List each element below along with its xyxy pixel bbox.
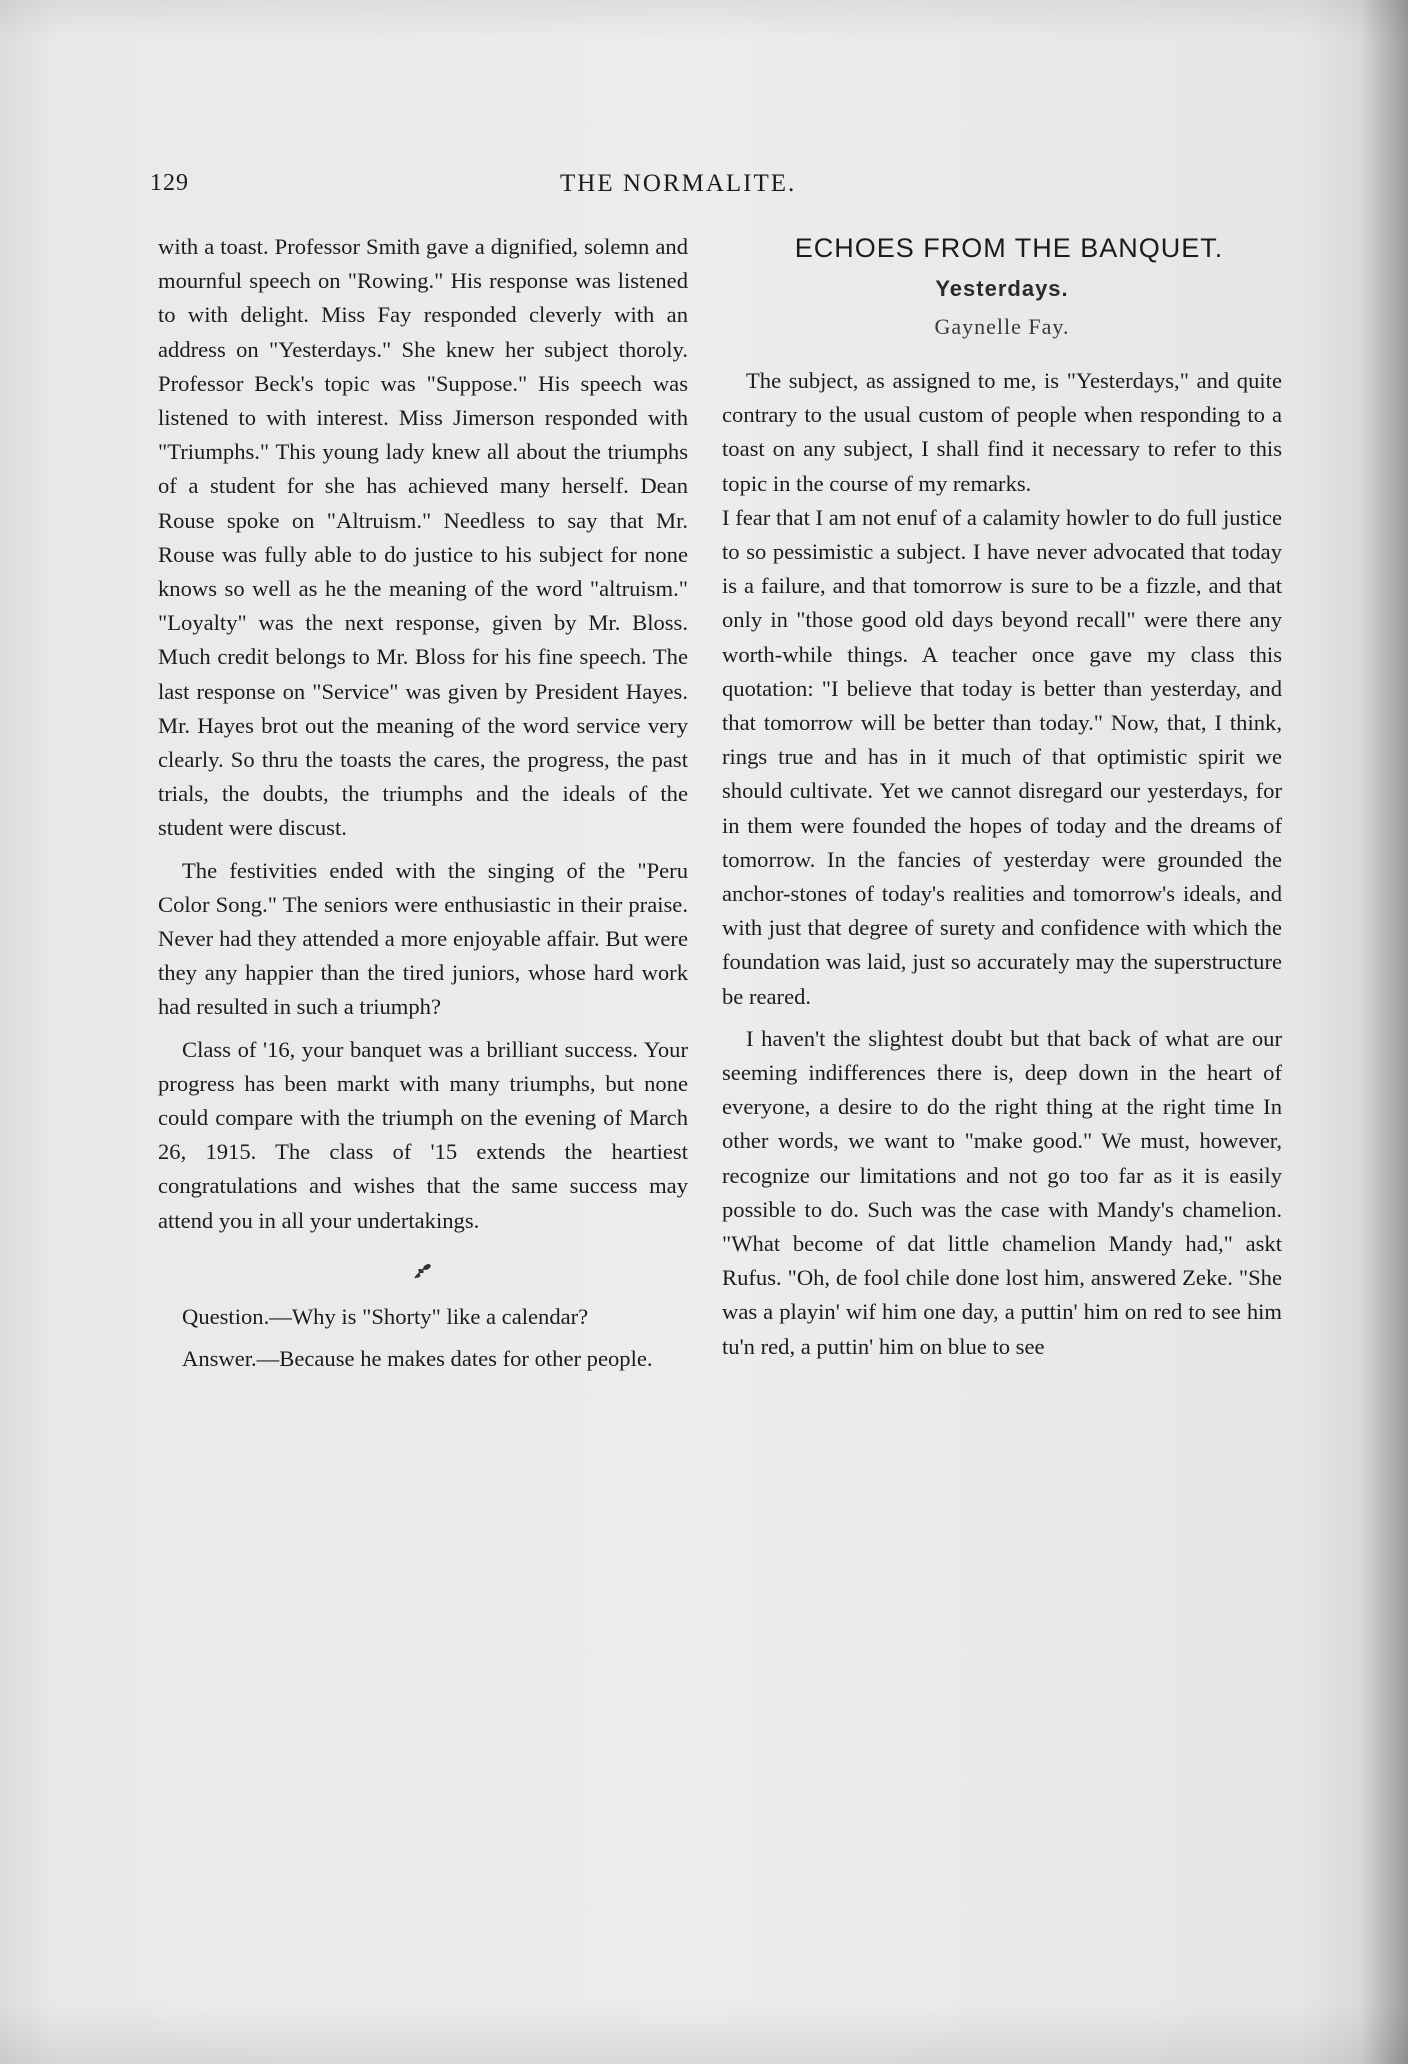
toast-paragraph-3: I haven't the slightest doubt but that back of what are our seeming indifferences there is, deep down in the heart of everyone, a desire to do the right thing at the right time In other words, we want to "make good." We must, however, recognize our limitations and not go too far as it is easily possible to do. Such was the case with Mandy's chamelion. "What become of dat little chamelion Mandy had," askt Rufus. "Oh, de fool chile done lost him, answered Zeke. "She was a playin' wif him one day, a puttin' him on red to see him tu'n red, a puttin' him on blue to see: [722, 1025, 1282, 1359]
joke-answer: Answer.—Because he makes dates for other people.: [182, 1346, 653, 1372]
leaf-ornament-icon: [412, 1262, 434, 1282]
banquet-report-paragraph: with a toast. Professor Smith gave a dignified, solemn and mournful speech on "Rowing." His response was listened to with delight. Miss Fay responded cleverly with an address on "Yesterdays." She knew her subject thoroly. Professor Beck's topic was "Suppose." His speech was listened to with interest. Miss Jimerson responded with "Triumphs." This young lady knew all about the triumphs of a student for she has achieved many herself. Dean Rouse spoke on "Altruism." Needless to say that Mr. Rouse was fully able to do justice to his subject for none knows so well as he the meaning of the word "altruism." "Loyalty" was the next response, given by Mr. Bloss. Much credit belongs to Mr. Bloss for his fine speech. The last response on "Service" was given by President Hayes. Mr. Hayes brot out the meaning of the word service very clearly. So thru the toasts the cares, the progress, the past trials, the doubts, the triumphs and the ideals of the student were discust.: [158, 234, 688, 841]
section-title: ECHOES FROM THE BANQUET.: [794, 233, 1224, 263]
festivities-paragraph: The festivities ended with the singing of the "Peru Color Song." The seniors were enthusiastic in their praise. Never had they attended a more enjoyable affair. But were they any happier than the tired juniors, whose hard work had resulted in such a triumph?: [158, 857, 688, 1020]
section-divider: [158, 1240, 688, 1300]
toast-paragraph-1: The subject, as assigned to me, is "Yesterdays," and quite contrary to the usual custom of people when responding to a toast on any subject, I shall find it necessary to refer to this topic in the course of my remarks.: [722, 368, 1282, 496]
running-title: THE NORMALITE.: [560, 170, 797, 197]
toast-paragraph-2: I fear that I am not enuf of a calamity howler to do full justice to so pessimistic a subject. I have never advocated that today is a failure, and that tomorrow is sure to be a fizzle, and that only in "those good old days beyond recall" were there any worth-while things. A teacher once gave my class this quotation: "I believe that today is better than yesterday, and that tomorrow will be better than today." Now, that, I think, rings true and has in it much of that optimistic spirit we should cultivate. Yet we cannot disregard our yesterdays, for in them were founded the hopes of today and the dreams of tomorrow. In the fancies of yesterday were grounded the anchor-stones of today's realities and tomorrow's ideals, and with just that degree of surety and confidence with which the foundation was laid, just so accurately may the superstructure be reared.: [722, 504, 1282, 1009]
page-header: [150, 170, 1280, 210]
page-shadow-bottom: [0, 2004, 1408, 2064]
congratulations-paragraph: Class of '16, your banquet was a brilliant success. Your progress has been markt with many triumphs, but none could compare with the triumph on the evening of March 26, 1915. The class of '15 extends the heartiest congratulations and wishes that the same success may attend you in all your undertakings.: [158, 1036, 688, 1233]
page-shadow-top: [0, 0, 1408, 40]
toast-title: Yesterdays.: [935, 276, 1069, 301]
page-number: 129: [150, 170, 189, 196]
joke-question: Question.—Why is "Shorty" like a calendar?: [182, 1303, 589, 1329]
author-byline: Gaynelle Fay.: [934, 314, 1070, 339]
left-column: [158, 230, 688, 1376]
right-column: [722, 230, 1282, 1364]
